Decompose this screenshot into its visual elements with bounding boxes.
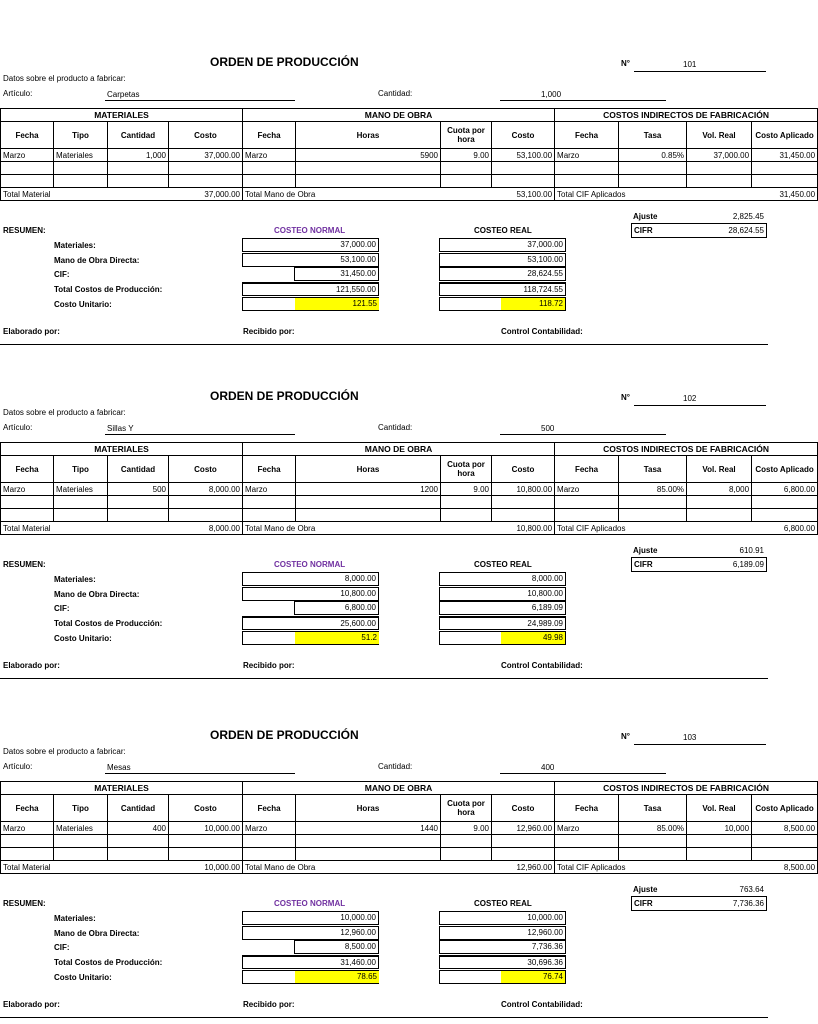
total-material-value: 8,000.00: [169, 522, 243, 535]
materiales-header: MATERIALES: [1, 443, 243, 456]
table-row: [1, 848, 818, 861]
normal-materiales: 8,000.00: [242, 572, 379, 586]
resumen-mod-label: Mano de Obra Directa:: [54, 590, 140, 599]
real-materiales: 8,000.00: [439, 572, 566, 586]
real-cif: 28,624.55: [439, 267, 566, 281]
order-title: ORDEN DE PRODUCCIÓN: [210, 728, 359, 742]
col-costo: Costo: [492, 122, 555, 149]
order-number-label: N°: [621, 732, 630, 741]
cell: Marzo: [1, 483, 54, 496]
resumen-materiales-label: Materiales:: [54, 575, 96, 584]
real-cif: 6,189.09: [439, 601, 566, 615]
resumen-materiales-label: Materiales:: [54, 241, 96, 250]
cell: 1200: [296, 483, 441, 496]
col-fecha: Fecha: [1, 456, 54, 483]
cifr-value: 28,624.55: [728, 226, 764, 235]
col-tasa: Tasa: [619, 795, 687, 822]
articulo-label: Artículo:: [3, 423, 33, 432]
table-row: [1, 175, 818, 188]
real-mod: 12,960.00: [439, 926, 566, 940]
total-cif-label: Total CIF Aplicados: [555, 861, 752, 874]
table-row: [1, 835, 818, 848]
cifr-value: 7,736.36: [732, 899, 764, 908]
total-mano-obra-value: 12,960.00: [492, 861, 555, 874]
real-materiales: 37,000.00: [439, 238, 566, 252]
normal-mod: 10,800.00: [242, 587, 379, 601]
total-mano-obra-value: 53,100.00: [492, 188, 555, 201]
col-fecha: Fecha: [243, 795, 296, 822]
normal-materiales: 37,000.00: [242, 238, 379, 252]
cell: 9.00: [441, 149, 492, 162]
total-cif-value: 8,500.00: [752, 861, 818, 874]
cantidad-label: Cantidad:: [378, 762, 413, 771]
resumen-mod-label: Mano de Obra Directa:: [54, 256, 140, 265]
order-number-line: [634, 744, 766, 745]
col-vol-real: Vol. Real: [687, 795, 752, 822]
col-tipo: Tipo: [54, 122, 108, 149]
col-fecha: Fecha: [1, 122, 54, 149]
cantidad-line: [500, 434, 666, 435]
cell: 1440: [296, 822, 441, 835]
articulo-value: Mesas: [107, 763, 131, 772]
cell: Materiales: [54, 149, 108, 162]
total-cif-label: Total CIF Aplicados: [555, 522, 752, 535]
mano-obra-header: MANO DE OBRA: [243, 109, 555, 122]
order-title: ORDEN DE PRODUCCIÓN: [210, 55, 359, 69]
resumen-unitario-label: Costo Unitario:: [54, 973, 112, 982]
table-row: [1, 149, 818, 162]
col-cantidad: Cantidad: [108, 456, 169, 483]
materiales-header: MATERIALES: [1, 782, 243, 795]
cell: 53,100.00: [492, 149, 555, 162]
total-cif-label: Total CIF Aplicados: [555, 188, 752, 201]
costeo-real-label: COSTEO REAL: [474, 560, 532, 569]
ajuste-label: Ajuste: [633, 546, 658, 555]
col-tipo: Tipo: [54, 456, 108, 483]
cell: 85.00%: [619, 483, 687, 496]
table-row: [1, 509, 818, 522]
cell: 8,000: [687, 483, 752, 496]
cifr-label: CIFR: [634, 899, 653, 908]
resumen-cif-label: CIF:: [54, 604, 70, 613]
normal-total: 31,460.00: [242, 955, 379, 969]
table-row: [1, 162, 818, 175]
col-vol-real: Vol. Real: [687, 456, 752, 483]
col-fecha: Fecha: [1, 795, 54, 822]
ajuste-value: 610.91: [739, 546, 764, 555]
normal-mod: 12,960.00: [242, 926, 379, 940]
real-mod: 10,800.00: [439, 587, 566, 601]
totals-row: [1, 861, 818, 874]
col-fecha: Fecha: [555, 122, 619, 149]
resumen-materiales-label: Materiales:: [54, 914, 96, 923]
totals-row: [1, 188, 818, 201]
col-fecha: Fecha: [555, 456, 619, 483]
total-material-label: Total Material: [1, 861, 169, 874]
control-label: Control Contabilidad:: [501, 1000, 583, 1009]
recibido-label: Recibido por:: [243, 327, 295, 336]
normal-unitario: 51.2: [295, 632, 379, 644]
mano-obra-header: MANO DE OBRA: [243, 782, 555, 795]
cell: Marzo: [555, 822, 619, 835]
resumen-total-label: Total Costos de Producción:: [54, 619, 163, 628]
total-mano-obra-label: Total Mano de Obra: [243, 861, 492, 874]
col-tasa: Tasa: [619, 456, 687, 483]
cell: 10,800.00: [492, 483, 555, 496]
resumen-cif-label: CIF:: [54, 943, 70, 952]
cifr-label: CIFR: [634, 560, 653, 569]
total-material-value: 37,000.00: [169, 188, 243, 201]
recibido-label: Recibido por:: [243, 1000, 295, 1009]
cell: 12,960.00: [492, 822, 555, 835]
real-total: 118,724.55: [439, 282, 566, 296]
order-number: 101: [683, 60, 697, 69]
cell: 85.00%: [619, 822, 687, 835]
table-row: [1, 496, 818, 509]
costeo-normal-label: COSTEO NORMAL: [274, 226, 346, 235]
real-unitario: 118.72: [501, 298, 565, 310]
col-cuota: Cuota por hora: [441, 456, 492, 483]
col-costo-aplicado: Costo Aplicado: [752, 122, 818, 149]
col-tasa: Tasa: [619, 122, 687, 149]
total-mano-obra-value: 10,800.00: [492, 522, 555, 535]
articulo-line: [105, 773, 295, 774]
articulo-value: Carpetas: [107, 90, 140, 99]
cell: Marzo: [555, 149, 619, 162]
costeo-real-label: COSTEO REAL: [474, 226, 532, 235]
ajuste-value: 763.64: [739, 885, 764, 894]
elaborado-label: Elaborado por:: [3, 1000, 60, 1009]
totals-row: [1, 522, 818, 535]
col-costo-aplicado: Costo Aplicado: [752, 795, 818, 822]
normal-cif: 8,500.00: [294, 940, 379, 954]
order-number: 103: [683, 733, 697, 742]
total-material-label: Total Material: [1, 522, 169, 535]
cell: 6,800.00: [752, 483, 818, 496]
ajuste-value: 2,825.45: [732, 212, 764, 221]
col-fecha: Fecha: [243, 122, 296, 149]
materiales-header: MATERIALES: [1, 109, 243, 122]
costeo-normal-label: COSTEO NORMAL: [274, 560, 346, 569]
normal-total: 121,550.00: [242, 282, 379, 296]
cantidad-line: [500, 100, 666, 101]
resumen-label: RESUMEN:: [3, 899, 46, 908]
cell: 37,000.00: [169, 149, 243, 162]
resumen-label: RESUMEN:: [3, 226, 46, 235]
cell: 8,000.00: [169, 483, 243, 496]
production-order: [0, 0, 816, 336]
cell: Marzo: [1, 822, 54, 835]
col-horas: Horas: [296, 795, 441, 822]
col-costo-aplicado: Costo Aplicado: [752, 456, 818, 483]
resumen-unitario-label: Costo Unitario:: [54, 300, 112, 309]
resumen-total-label: Total Costos de Producción:: [54, 285, 163, 294]
col-horas: Horas: [296, 456, 441, 483]
col-fecha: Fecha: [555, 795, 619, 822]
normal-unitario: 78.65: [295, 971, 379, 983]
signature-line: [0, 1017, 768, 1018]
datos-label: Datos sobre el producto a fabricar:: [3, 747, 126, 756]
articulo-label: Artículo:: [3, 89, 33, 98]
cif-header: COSTOS INDIRECTOS DE FABRICACIÓN: [555, 443, 818, 456]
col-costo: Costo: [169, 456, 243, 483]
elaborado-label: Elaborado por:: [3, 327, 60, 336]
table-row: [1, 483, 818, 496]
ajuste-label: Ajuste: [633, 885, 658, 894]
col-costo: Costo: [492, 456, 555, 483]
articulo-value: Sillas Y: [107, 424, 134, 433]
costeo-normal-label: COSTEO NORMAL: [274, 899, 346, 908]
order-number-label: N°: [621, 393, 630, 402]
real-mod: 53,100.00: [439, 253, 566, 267]
cost-table: [0, 781, 818, 874]
cell: 400: [108, 822, 169, 835]
elaborado-label: Elaborado por:: [3, 661, 60, 670]
cost-table: [0, 442, 818, 535]
cell: Marzo: [555, 483, 619, 496]
cell: Materiales: [54, 822, 108, 835]
real-unitario: 76.74: [501, 971, 565, 983]
normal-unitario: 121.55: [295, 298, 379, 310]
normal-total: 25,600.00: [242, 616, 379, 630]
col-cuota: Cuota por hora: [441, 795, 492, 822]
resumen-label: RESUMEN:: [3, 560, 46, 569]
datos-label: Datos sobre el producto a fabricar:: [3, 408, 126, 417]
cantidad-label: Cantidad:: [378, 89, 413, 98]
col-fecha: Fecha: [243, 456, 296, 483]
col-costo: Costo: [492, 795, 555, 822]
normal-materiales: 10,000.00: [242, 911, 379, 925]
cell: 10,000: [687, 822, 752, 835]
cif-header: COSTOS INDIRECTOS DE FABRICACIÓN: [555, 109, 818, 122]
articulo-line: [105, 434, 295, 435]
production-order: [0, 334, 816, 670]
cell: 31,450.00: [752, 149, 818, 162]
order-number: 102: [683, 394, 697, 403]
normal-cif: 6,800.00: [294, 601, 379, 615]
normal-mod: 53,100.00: [242, 253, 379, 267]
total-cif-value: 6,800.00: [752, 522, 818, 535]
cell: 9.00: [441, 822, 492, 835]
order-number-line: [634, 71, 766, 72]
mano-obra-header: MANO DE OBRA: [243, 443, 555, 456]
cantidad-label: Cantidad:: [378, 423, 413, 432]
total-material-value: 10,000.00: [169, 861, 243, 874]
production-order: [0, 673, 816, 1009]
order-number-line: [634, 405, 766, 406]
total-mano-obra-label: Total Mano de Obra: [243, 522, 492, 535]
col-cantidad: Cantidad: [108, 795, 169, 822]
cantidad-value: 1,000: [541, 90, 562, 99]
cell: Materiales: [54, 483, 108, 496]
articulo-line: [105, 100, 295, 101]
cell: 37,000.00: [687, 149, 752, 162]
total-cif-value: 31,450.00: [752, 188, 818, 201]
cell: Marzo: [243, 149, 296, 162]
real-total: 30,696.36: [439, 955, 566, 969]
col-vol-real: Vol. Real: [687, 122, 752, 149]
order-title: ORDEN DE PRODUCCIÓN: [210, 389, 359, 403]
control-label: Control Contabilidad:: [501, 327, 583, 336]
recibido-label: Recibido por:: [243, 661, 295, 670]
col-costo: Costo: [169, 122, 243, 149]
cell: Marzo: [243, 822, 296, 835]
resumen-total-label: Total Costos de Producción:: [54, 958, 163, 967]
cell: 0.85%: [619, 149, 687, 162]
datos-label: Datos sobre el producto a fabricar:: [3, 74, 126, 83]
control-label: Control Contabilidad:: [501, 661, 583, 670]
cell: 8,500.00: [752, 822, 818, 835]
col-cantidad: Cantidad: [108, 122, 169, 149]
ajuste-label: Ajuste: [633, 212, 658, 221]
cifr-label: CIFR: [634, 226, 653, 235]
resumen-mod-label: Mano de Obra Directa:: [54, 929, 140, 938]
order-number-label: N°: [621, 59, 630, 68]
cell: 1,000: [108, 149, 169, 162]
cost-table: [0, 108, 818, 201]
cell: 500: [108, 483, 169, 496]
col-tipo: Tipo: [54, 795, 108, 822]
costeo-real-label: COSTEO REAL: [474, 899, 532, 908]
real-unitario: 49.98: [501, 632, 565, 644]
resumen-unitario-label: Costo Unitario:: [54, 634, 112, 643]
real-total: 24,989.09: [439, 616, 566, 630]
table-row: [1, 822, 818, 835]
col-horas: Horas: [296, 122, 441, 149]
cell: 5900: [296, 149, 441, 162]
cifr-value: 6,189.09: [732, 560, 764, 569]
cell: 10,000.00: [169, 822, 243, 835]
cell: 9.00: [441, 483, 492, 496]
cell: Marzo: [243, 483, 296, 496]
normal-cif: 31,450.00: [294, 267, 379, 281]
resumen-cif-label: CIF:: [54, 270, 70, 279]
col-cuota: Cuota por hora: [441, 122, 492, 149]
real-materiales: 10,000.00: [439, 911, 566, 925]
col-costo: Costo: [169, 795, 243, 822]
real-cif: 7,736.36: [439, 940, 566, 954]
cantidad-value: 400: [541, 763, 555, 772]
cell: Marzo: [1, 149, 54, 162]
articulo-label: Artículo:: [3, 762, 33, 771]
cantidad-line: [500, 773, 666, 774]
total-material-label: Total Material: [1, 188, 169, 201]
cantidad-value: 500: [541, 424, 555, 433]
cif-header: COSTOS INDIRECTOS DE FABRICACIÓN: [555, 782, 818, 795]
total-mano-obra-label: Total Mano de Obra: [243, 188, 492, 201]
